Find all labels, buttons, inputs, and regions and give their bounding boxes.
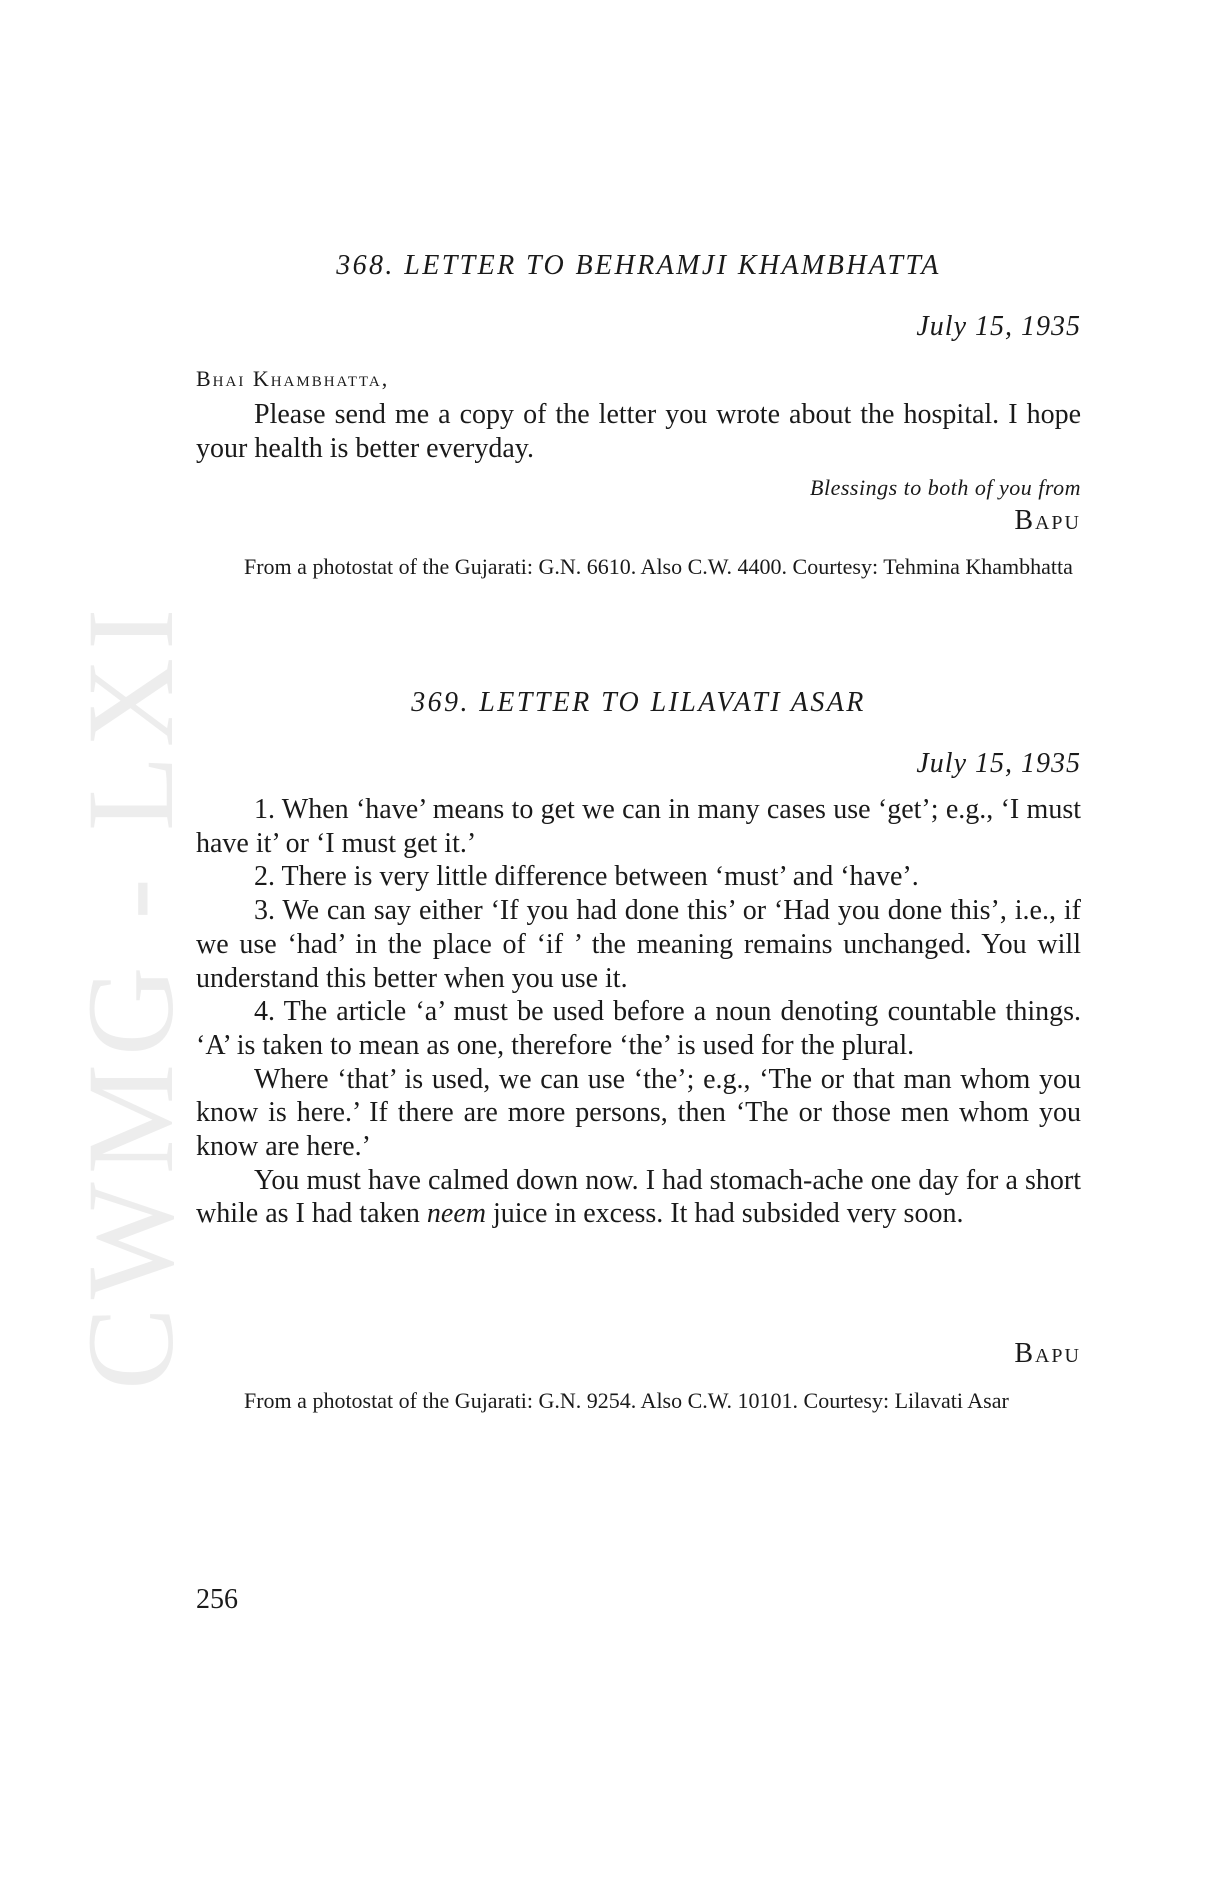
letter-368-heading: 368. LETTER TO BEHRAMJI KHAMBHATTA bbox=[336, 250, 941, 281]
letter-369-point-3: 3. We can say either ‘If you had done this’ or ‘Had you done this’, i.e., if we use ‘had’ in the place of ‘if ’ the meaning remains unchanged. You will understand this better when you use it. bbox=[196, 895, 1081, 994]
paragraph-text: You must have calmed down now. I had stomach-ache one day for a short while as I had taken bbox=[196, 1164, 1081, 1230]
letter-368-date: July 15, 1935 bbox=[916, 311, 1081, 342]
letter-369-paragraph-that: Where ‘that’ is used, we can use ‘the’; e.g., ‘The or that man whom you know is here.’ If there are more persons, then ‘The or those men whom you know are here.’ bbox=[196, 1063, 1081, 1163]
letter-369-source-note bbox=[196, 1383, 1081, 1418]
letter-369-point-4: 4. The article ‘a’ must be used before a noun denoting countable things. ‘A’ is taken to mean as one, therefore ‘the’ is used for the plural. bbox=[196, 996, 1081, 1061]
paragraph-text: juice in excess. It had subsided very soon. bbox=[486, 1198, 964, 1230]
letter-368-body bbox=[196, 398, 1081, 465]
letter-369-point-1: 1. When ‘have’ means to get we can in many cases use ‘get’; e.g., ‘I must have it’ or ‘I must get it.’ bbox=[196, 794, 1081, 859]
letter-368-source-text: From a photostat of the Gujarati: G.N. 6610. Also C.W. 4400. Courtesy: Tehmina Khambhatta bbox=[244, 554, 1073, 579]
letter-369-heading: 369. LETTER TO LILAVATI ASAR bbox=[411, 687, 866, 718]
letter-368-signature: Bapu bbox=[1014, 505, 1081, 536]
letter-369-date: July 15, 1935 bbox=[916, 748, 1081, 779]
page-number: 256 bbox=[196, 1584, 238, 1615]
letter-368-closing: Blessings to both of you from bbox=[810, 475, 1081, 500]
letter-369-point-2: 2. There is very little difference between ‘must’ and ‘have’. bbox=[254, 861, 919, 893]
letter-368-source-note bbox=[196, 549, 1081, 584]
letter-369-signature: Bapu bbox=[1014, 1338, 1081, 1369]
letter-368-salutation: Bhai Khambhatta, bbox=[196, 366, 390, 391]
letter-369-source-text: From a photostat of the Gujarati: G.N. 9254. Also C.W. 10101. Courtesy: Lilavati Asar bbox=[244, 1388, 1009, 1413]
letter-369-paragraph-health bbox=[196, 1164, 1081, 1231]
letter-368-paragraph: Please send me a copy of the letter you wrote about the hospital. I hope your health is better everyday. bbox=[196, 399, 1081, 464]
watermark: CWMG - LXI bbox=[62, 600, 199, 1390]
italic-word: neem bbox=[426, 1198, 486, 1230]
letter-369-body bbox=[196, 793, 1081, 1231]
